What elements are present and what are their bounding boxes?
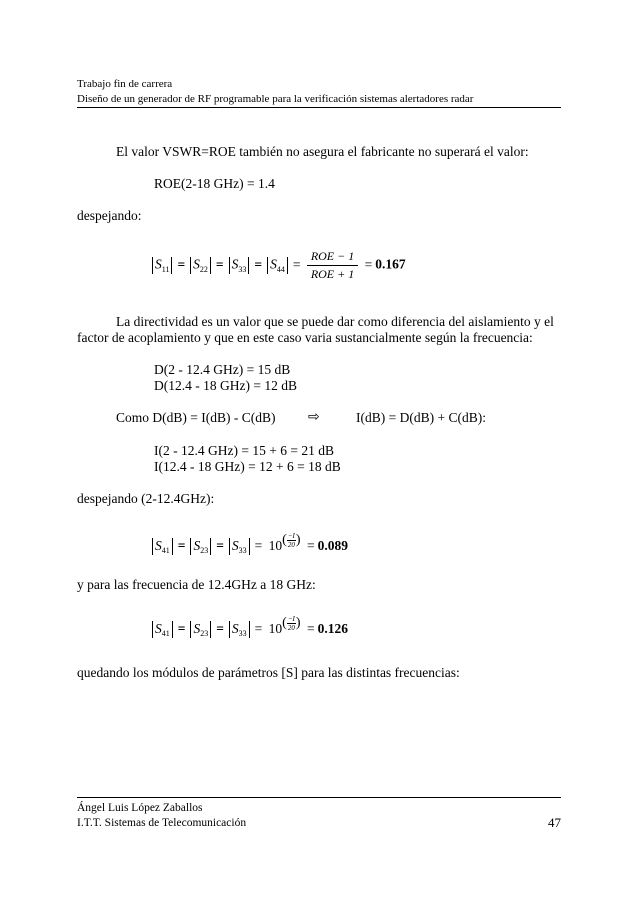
paragraph-modules: quedando los módulos de parámetros [S] para las distintas frecuencias:	[77, 665, 460, 680]
footer-degree: I.T.T. Sistemas de Telecomunicación	[77, 817, 247, 829]
eq2-result: 0.089	[317, 538, 348, 553]
footer-rule	[77, 797, 561, 798]
right-arrow-icon: ⇨	[308, 409, 320, 425]
isolation-relation: I(dB) = D(dB) + C(dB):	[356, 410, 486, 425]
paragraph-high-band: y para las frecuencia de 12.4GHz a 18 GHz:	[77, 577, 316, 592]
eq1-result: 0.167	[375, 256, 406, 272]
despejando-label: despejando:	[77, 208, 142, 223]
eq3-result: 0.126	[317, 621, 348, 636]
equation-s-params-roe: $S_{11} = S_{22} = S_{33} = S_{44}$ = $\frac{\text{ROE − 1}}{\text{ROE + 1}}$ = 0.167	[150, 249, 406, 282]
isolation-low-band: I(2 - 12.4 GHz) = 15 + 6 = 21 dB	[154, 443, 334, 458]
directivity-high-band: D(12.4 - 18 GHz) = 12 dB	[154, 378, 297, 393]
roe-value-line: ROE(2-18 GHz) = 1.4	[154, 176, 275, 191]
equation-s-params-low-band: $S_{41} = S_{23} = S_{33} = 10$( $\frac{-I}{20}$ ) = 0.089	[150, 538, 348, 555]
directivity-low-band: D(2 - 12.4 GHz) = 15 dB	[154, 362, 291, 377]
header-rule	[77, 107, 561, 108]
page-number: 47	[548, 815, 561, 830]
footer-author: Ángel Luis López Zaballos	[77, 802, 203, 814]
despejando-low-band-label: despejando (2-12.4GHz):	[77, 491, 215, 506]
paragraph-directividad-1: La directividad es un valor que se puede dar como diferencia del aislamiento y el	[116, 314, 554, 329]
como-relation: Como D(dB) = I(dB) - C(dB)	[116, 410, 276, 425]
paragraph-vswr: El valor VSWR=ROE también no asegura el fabricante no superará el valor:	[116, 144, 529, 159]
running-header-subtitle: Diseño de un generador de RF programable para la verificación sistemas alertadores radar	[77, 93, 474, 105]
isolation-high-band: I(12.4 - 18 GHz) = 12 + 6 = 18 dB	[154, 459, 341, 474]
paragraph-directividad-2: factor de acoplamiento y que en este caso varia sustancialmente según la frecuencia:	[77, 330, 533, 345]
equation-s-params-high-band: $S_{41} = S_{23} = S_{33} = 10$( $\frac{-I}{20}$ ) = 0.126	[150, 621, 348, 638]
running-header-title: Trabajo fin de carrera	[77, 78, 173, 90]
